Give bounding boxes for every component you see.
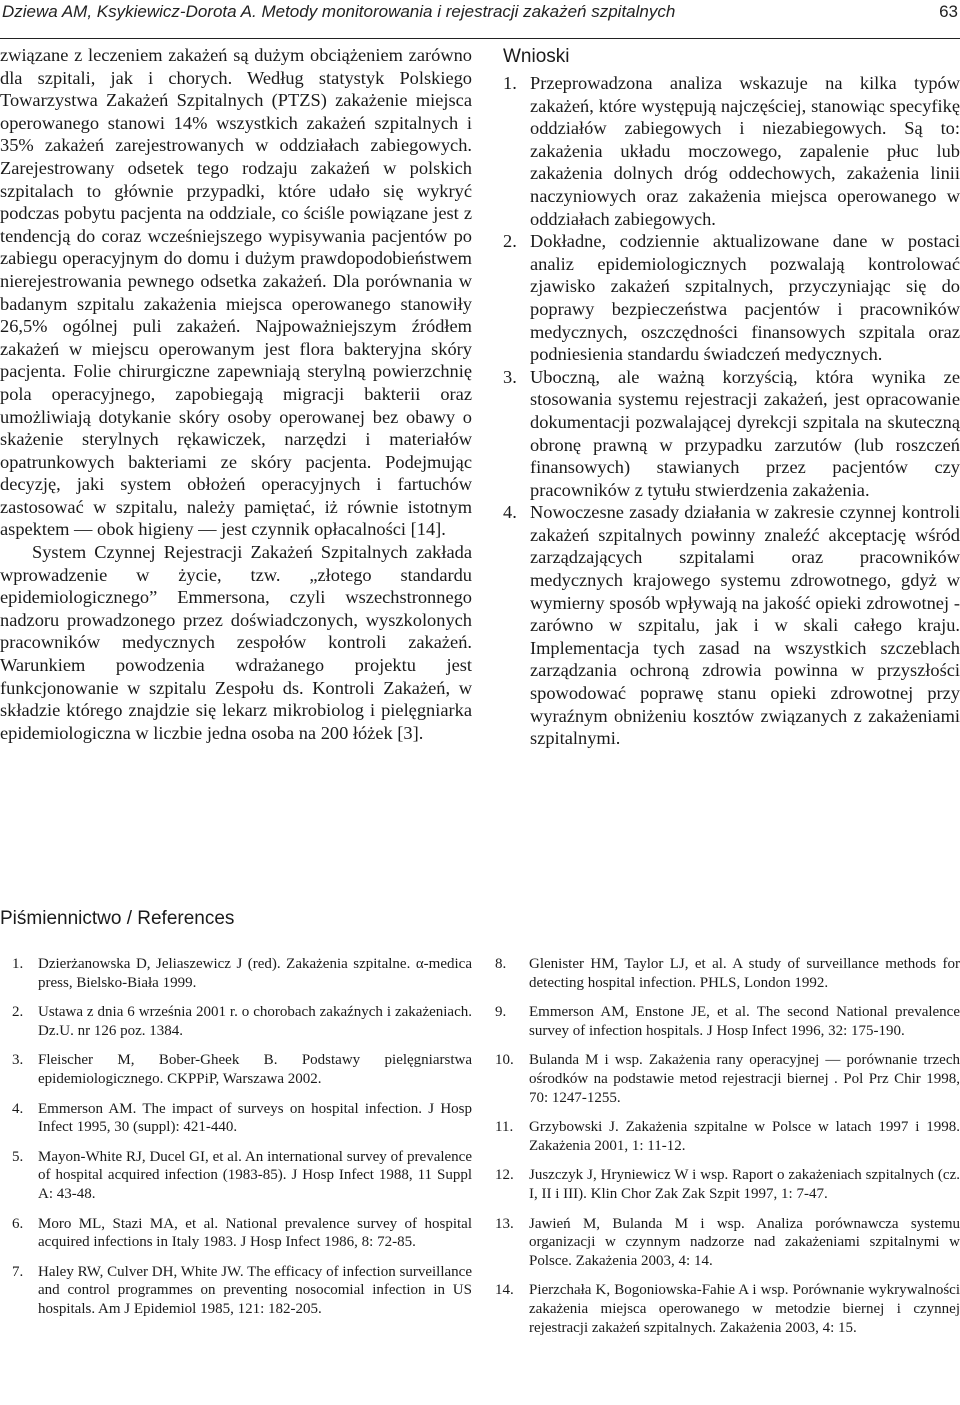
conclusion-item [503,230,960,366]
reference-text: Haley RW, Culver DH, White JW. The efficacy of infection surveillance and control programmes on preventing nosocomial infection in US hospitals. Am J Epidemiol 1985, 121: 182-205. [38,1263,472,1317]
reference-item [495,1003,960,1040]
reference-item [0,1215,472,1252]
reference-item [495,1281,960,1337]
conclusion-text: Uboczną, ale ważną korzyścią, która wynika ze stosowania systemu rejestracji zakażeń, jest opracowanie dokumentacji pozwalającej dyrekcji szpitala na skuteczną obronę prawną w przypadku zarzutów (lub roszczeń finansowych) stawianych przez pacjentów czy pracowników z tytułu stwierdzenia zakażenia. [530,366,960,500]
body-paragraph: związane z leczeniem zakażeń są dużym obciążeniem zarówno dla szpitali, jak i chorych. Według statystyk Polskiego Towarzystwa Zakażeń Szpitalnych (PTZS) zakażenie miejsca operowanego stanowi 14% wszystkich zakażeń szpitalnych i 35% zakażeń zarejestrowanych w oddziałach zabiegowych. Zarejestrowany odsetek tego rodzaju zakażeń w polskich szpitalach to głównie przypadki, które udało się wykryć podczas pobytu pacjenta na oddziale, co ściśle powiązane jest z tendencją do coraz wcześniejszego wypisywania pacjentów po zabiegu operacyjnym do domu i dużym prawdopodobieństwem nierejestrowania pewnego odsetka zakażeń. Dla porównania w badanym szpitalu zakażenia miejsca operowanego stanowiły 26,5% ogólnej puli zakażeń. Najpoważniejszym źródłem zakażeń w miejscu operowanym jest flora bakteryjna skóry pacjenta. Folie chirurgiczne zapewniają sterylną powierzchnię pola operacyjnego, zapobiegają migracji bakterii oraz umożliwiają dotykanie skóry osoby operowanej bez obawy o skażenie sterylnych rękawiczek, narzędzi i materiałów opatrunkowych bakteriami ze skóry pacjenta. Podejmując decyzję, jaki system obłożeń operacyjnych i fartuchów zastosować w szpitalu, należy pamiętać, iż równie istotnym aspektem — obok higieny — jest czynnik opłacalności [14]. [0,45,472,540]
reference-text: Ustawa z dnia 6 września 2001 r. o chorobach zakaźnych i zakażeniach. Dz.U. nr 126 poz. 1384. [38,1004,472,1039]
reference-item [495,1215,960,1271]
reference-text: Glenister HM, Taylor LJ, et al. A study of surveillance methods for detecting hospital infection. PHLS, London 1992. [529,956,960,991]
conclusion-item [503,366,960,502]
reference-text: Dzierżanowska D, Jeliaszewicz J (red). Zakażenia szpitalne. α-medica press, Bielsko-Biała 1999. [38,956,472,991]
conclusion-item [503,72,960,230]
reference-number: 11. [495,1119,514,1136]
conclusion-number: 1. [503,73,517,93]
reference-text: Jawień M, Bulanda M i wsp. Analiza porównawcza systemu organizacji w czynnym nadzorze nad zakażeniami szpitalnymi w Polsce. Zakażenia 2003, 4: 14. [529,1215,960,1269]
conclusion-text: Nowoczesne zasady działania w zakresie czynnej kontroli zakażeń szpitalnych powinny znaleźć akceptację wśród zarządzających szpitalami oraz pracowników medycznych krajowego systemu zdrowotnego, gdyż w wymierny sposób wpływają na jakość opieki zdrowotnej - zarówno w szpitalu, jak i w skali całego kraju. Implementacja tych zasad na wszystkich szczeblach zarządzania ochroną zdrowia powinna w przyszłości spowodować poprawę stanu opieki zdrowotnej przy wyraźnym obniżeniu kosztów związanych z zakażeniami szpitalnymi. [530,502,960,749]
reference-number: 7. [12,1263,24,1280]
conclusions-section [503,44,960,750]
reference-number: 1. [12,956,24,972]
reference-item [0,955,472,992]
reference-number: 10. [495,1052,514,1069]
reference-number: 2. [12,1004,24,1021]
reference-item [495,1118,960,1155]
reference-number: 9. [495,1004,507,1021]
conclusion-number: 2. [503,231,517,252]
reference-number: 6. [12,1215,24,1232]
reference-number: 14. [495,1282,514,1299]
reference-number: 8. [495,956,507,972]
conclusion-item [503,501,960,750]
references-heading: Piśmiennictwo / References [0,908,235,929]
references-column-right [495,955,960,1348]
reference-item [0,1263,472,1319]
conclusions-heading: Wnioski [503,46,570,67]
conclusion-number: 4. [503,502,517,523]
references-column-left [0,955,472,1330]
conclusion-text: Przeprowadzona analiza wskazuje na kilka typów zakażeń, które występują najczęściej, stanowiąc specyfikę oddziałów zabiegowych i niezabiegowych. Są to: zakażenia układu moczowego, zapalenie płuc lub zakażenia dolnych dróg oddechowych, zakażenia linii naczyniowych oraz zakażenia miejsca operowanego w oddziałach zabiegowych. [530,73,960,229]
reference-item [0,1100,472,1137]
conclusion-number: 3. [503,366,517,387]
reference-text: Mayon-White RJ, Ducel GI, et al. An international survey of prevalence of hospital acquired infection (1983-85). J Hosp Infect 1988, 11 Suppl A: 43-48. [38,1148,472,1202]
conclusions-list [503,72,960,750]
reference-text: Moro ML, Stazi MA, et al. National prevalence survey of hospital acquired infections in Italy 1983. J Hosp Infect 1986, 8: 72-85. [38,1215,472,1251]
running-header [0,0,960,39]
reference-text: Grzybowski J. Zakażenia szpitalne w Polsce w latach 1997 i 1998. Zakażenia 2001, 1: 11-12. [529,1119,960,1154]
reference-number: 12. [495,1167,514,1184]
reference-text: Fleischer M, Bober-Gheek B. Podstawy pielęgniarstwa epidemiologicznego. CKPPiP, Warszawa 2002. [38,1052,472,1087]
reference-list [0,955,472,1319]
reference-item [0,1051,472,1088]
reference-text: Emmerson AM, Enstone JE, et al. The second National prevalence survey of infection hospitals. J Hosp Infect 1996, 32: 175-190. [529,1004,960,1039]
body-column-left [0,44,472,744]
reference-text: Bulanda M i wsp. Zakażenia rany operacyjnej — porównanie trzech ośrodków na podstawie metod rejestracji biernej . Pol Prz Chir 1998, 70: 1247-1255. [529,1052,960,1106]
reference-list [495,955,960,1337]
reference-item [0,1148,472,1204]
reference-text: Pierzchała K, Bogoniowska-Fahie A i wsp. Porównanie wykrywalności zakażenia miejsca operowanego w metodzie biernej i czynnej rejestracji zakażeń szpitalnych. Zakażenia 2003, 4: 15. [529,1282,960,1336]
reference-text: Emmerson AM. The impact of surveys on hospital infection. J Hosp Infect 1995, 30 (suppl): 421-440. [38,1100,472,1136]
body-paragraph: System Czynnej Rejestracji Zakażeń Szpitalnych zakłada wprowadzenie w życie, tzw. „złotego standardu epidemiologicznego” Emmersona, czyli wszechstronnego nadzoru prowadzonego przez doświadczonych, wyszkolonych pracowników medycznych zespołów kontroli zakażeń. Warunkiem powodzenia wdrażanego projektu jest funkcjonowanie w szpitalu Zespołu ds. Kontroli Zakażeń, w składzie którego znajdzie się lekarz mikrobiolog i pielęgniarka epidemiologiczna w liczbie jedna osoba na 200 łóżek [3]. [0,542,472,743]
reference-number: 5. [12,1148,24,1165]
reference-number: 3. [12,1052,24,1069]
conclusion-text: Dokładne, codziennie aktualizowane dane w postaci analiz epidemiologicznych pozwalają kontrolować zjawisko zakażeń szpitalnych, przyczyniając się do poprawy bezpieczeństwa pacjentów i pracowników medycznych, oszczędności finansowych szpitala oraz podniesienia standardu świadczeń medycznych. [530,231,960,365]
page-number: 63 [939,2,958,21]
running-title: Dziewa AM, Ksykiewicz-Dorota A. Metody monitorowania i rejestracji zakażeń szpitalnych [2,2,676,21]
reference-item [495,1166,960,1203]
reference-item [0,1003,472,1040]
reference-item [495,1051,960,1107]
reference-item [495,955,960,992]
reference-number: 13. [495,1215,514,1232]
reference-text: Juszczyk J, Hryniewicz W i wsp. Raport o zakażeniach szpitalnych (cz. I, II i III). Klin Chor Zak Zak Szpit 1997, 1: 7-47. [529,1167,960,1202]
reference-number: 4. [12,1100,24,1117]
